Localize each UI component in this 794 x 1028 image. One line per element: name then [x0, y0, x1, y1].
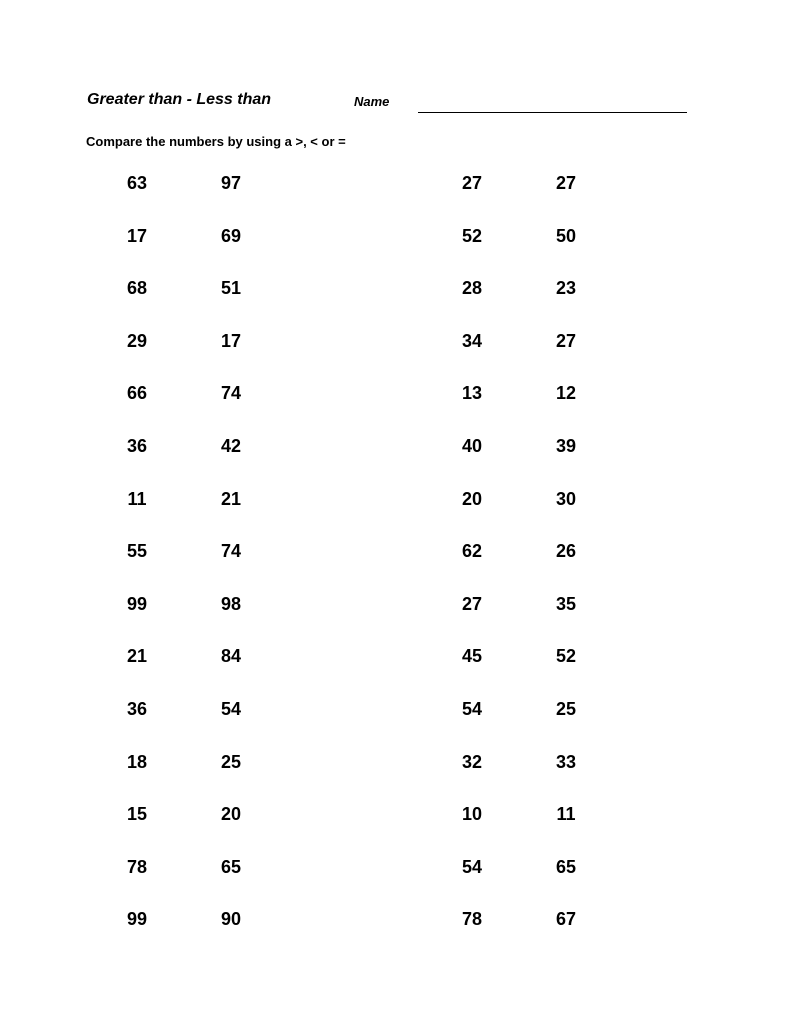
- left-pair-second-number: 54: [220, 698, 242, 719]
- right-pair-first-number: 20: [461, 488, 483, 509]
- right-pair-first-number: 27: [461, 173, 483, 193]
- worksheet-title: Greater than - Less than: [87, 91, 272, 108]
- right-pair-second-number: 39: [555, 435, 577, 456]
- left-pair-first-number: 99: [126, 593, 148, 614]
- right-pair-first-number: 13: [461, 383, 483, 404]
- comparison-row: [0, 593, 794, 646]
- name-write-line[interactable]: [418, 112, 687, 113]
- left-pair-first-number: 66: [126, 383, 148, 404]
- right-pair-second-number: 12: [555, 383, 577, 404]
- left-pair-second-number: 97: [220, 173, 242, 193]
- right-pair-second-number: 35: [555, 593, 577, 614]
- comparison-row: [0, 751, 794, 804]
- right-pair-first-number: 62: [461, 541, 483, 562]
- name-label: Name: [354, 94, 390, 109]
- left-pair-first-number: 21: [126, 646, 148, 667]
- comparison-row: [0, 277, 794, 330]
- left-pair-second-number: 74: [220, 383, 242, 404]
- left-pair-second-number: 51: [220, 278, 242, 299]
- right-pair-second-number: 33: [555, 751, 577, 772]
- comparison-row: [0, 803, 794, 856]
- left-pair-second-number: 17: [220, 330, 242, 351]
- right-pair-second-number: 50: [555, 225, 577, 246]
- right-pair-second-number: 65: [555, 856, 577, 877]
- comparison-row: [0, 540, 794, 593]
- right-pair-first-number: 10: [461, 804, 483, 825]
- comparison-row: [0, 435, 794, 488]
- left-pair-first-number: 68: [126, 278, 148, 299]
- right-pair-first-number: 28: [461, 278, 483, 299]
- left-pair-second-number: 74: [220, 541, 242, 562]
- right-pair-first-number: 32: [461, 751, 483, 772]
- right-pair-first-number: 40: [461, 435, 483, 456]
- instructions: Compare the numbers by using a >, < or =: [86, 134, 346, 149]
- left-pair-first-number: 18: [126, 751, 148, 772]
- left-pair-first-number: 15: [126, 804, 148, 825]
- left-pair-second-number: 98: [220, 593, 242, 614]
- right-pair-second-number: 23: [555, 278, 577, 299]
- right-pair-first-number: 52: [461, 225, 483, 246]
- comparison-row: [0, 698, 794, 751]
- left-pair-second-number: 90: [220, 909, 242, 930]
- comparison-row: [0, 330, 794, 383]
- right-pair-second-number: 27: [555, 173, 577, 193]
- left-pair-second-number: 84: [220, 646, 242, 667]
- right-pair-second-number: 27: [555, 330, 577, 351]
- left-pair-first-number: 78: [126, 856, 148, 877]
- left-pair-second-number: 69: [220, 225, 242, 246]
- left-pair-first-number: 36: [126, 435, 148, 456]
- comparison-row: [0, 645, 794, 698]
- left-pair-second-number: 42: [220, 435, 242, 456]
- left-pair-first-number: 11: [127, 488, 147, 509]
- left-pair-second-number: 20: [220, 804, 242, 825]
- right-pair-first-number: 78: [461, 909, 483, 930]
- right-pair-second-number: 26: [555, 541, 577, 562]
- left-pair-second-number: 25: [220, 751, 242, 772]
- right-pair-first-number: 45: [461, 646, 483, 667]
- left-pair-first-number: 29: [126, 330, 148, 351]
- comparison-row: [0, 382, 794, 435]
- left-pair-first-number: 55: [126, 541, 148, 562]
- left-pair-second-number: 65: [220, 856, 242, 877]
- right-pair-first-number: 34: [461, 330, 483, 351]
- right-pair-second-number: 25: [555, 698, 577, 719]
- comparison-row: [0, 908, 794, 961]
- right-pair-first-number: 27: [461, 593, 483, 614]
- left-pair-second-number: 21: [220, 488, 242, 509]
- right-pair-second-number: 67: [555, 909, 577, 930]
- right-pair-second-number: 11: [556, 804, 576, 825]
- left-pair-first-number: 17: [126, 225, 148, 246]
- right-pair-second-number: 30: [555, 488, 577, 509]
- left-pair-first-number: 63: [126, 173, 148, 193]
- right-pair-first-number: 54: [461, 698, 483, 719]
- left-pair-first-number: 99: [126, 909, 148, 930]
- left-pair-first-number: 36: [126, 698, 148, 719]
- right-pair-first-number: 54: [461, 856, 483, 877]
- right-pair-second-number: 52: [555, 646, 577, 667]
- comparison-row: [0, 225, 794, 278]
- comparison-row: [0, 172, 794, 225]
- comparison-row: [0, 488, 794, 541]
- comparison-row: [0, 856, 794, 909]
- comparison-pairs: [0, 172, 794, 961]
